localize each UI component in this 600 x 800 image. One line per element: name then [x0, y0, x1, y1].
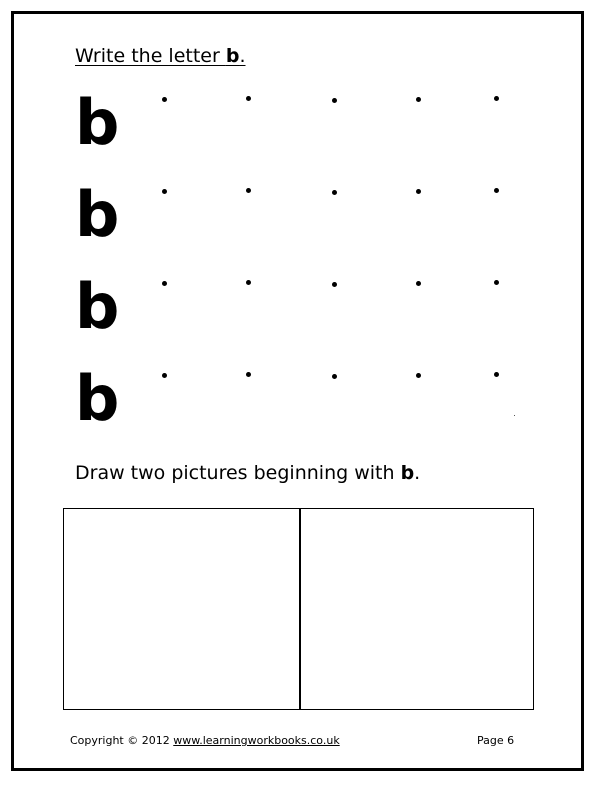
tracing-dot	[494, 188, 499, 193]
tracing-row	[75, 86, 525, 162]
drawing-box-right[interactable]	[299, 508, 534, 710]
tracing-dot	[246, 96, 251, 101]
tracing-dot	[162, 189, 167, 194]
tracing-dot	[416, 97, 421, 102]
tracing-dot	[416, 281, 421, 286]
model-letter: b	[75, 86, 120, 159]
model-letter: b	[75, 362, 120, 435]
heading-text: Write the letter	[75, 45, 226, 67]
tracing-dot	[246, 372, 251, 377]
tracing-dot	[162, 281, 167, 286]
tracing-dot	[246, 188, 251, 193]
tracing-dot	[416, 373, 421, 378]
tracing-dot	[494, 280, 499, 285]
tracing-dot	[332, 282, 337, 287]
tracing-dot	[494, 96, 499, 101]
instruction-letter: b	[400, 462, 415, 484]
model-letter: b	[75, 270, 120, 343]
tracing-dot	[246, 280, 251, 285]
copyright-text: Copyright © 2012	[70, 734, 170, 747]
model-letter: b	[75, 178, 120, 251]
drawing-instruction	[75, 462, 420, 484]
tracing-dot	[332, 190, 337, 195]
tracing-dot	[162, 97, 167, 102]
tracing-row	[75, 178, 525, 254]
page-number: Page 6	[477, 734, 515, 747]
tracing-dot	[332, 374, 337, 379]
tracing-dot	[416, 189, 421, 194]
stray-mark	[514, 415, 515, 416]
instruction-suffix: .	[414, 462, 421, 484]
page-heading	[75, 45, 246, 67]
heading-suffix: .	[239, 45, 246, 67]
heading-letter: b	[225, 45, 240, 67]
website-link[interactable]: www.learningworkbooks.co.uk	[173, 734, 340, 747]
tracing-row	[75, 362, 525, 438]
drawing-box-left[interactable]	[63, 508, 301, 710]
instruction-text: Draw two pictures beginning with	[75, 462, 401, 484]
tracing-dot	[332, 98, 337, 103]
footer-copyright	[70, 734, 340, 747]
tracing-row	[75, 270, 525, 346]
tracing-dot	[162, 373, 167, 378]
tracing-dot	[494, 372, 499, 377]
